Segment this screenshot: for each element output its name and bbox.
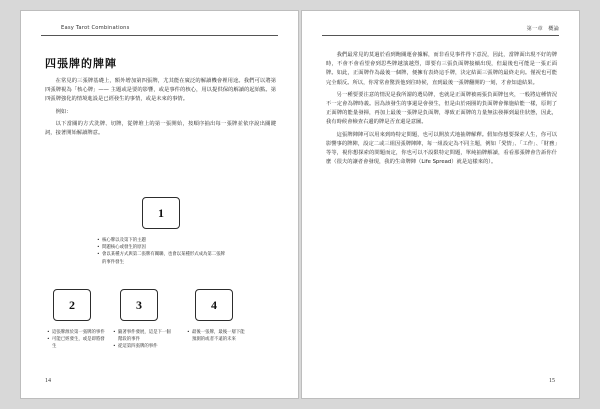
note-item: • 從這第四張牌的事件 [113, 343, 175, 350]
card-3-number: 3 [136, 298, 142, 312]
note-item: • 問題核心或發生的原因 [97, 244, 227, 251]
header-rule-right [322, 35, 559, 36]
note-item: • 這張牌源於第一張牌的事件 [47, 329, 109, 336]
note-item: • 最後一張牌，最後一層下能預測的或者不遠的未來 [187, 329, 249, 343]
left-page [20, 10, 299, 399]
page-number-right: 15 [549, 378, 555, 384]
header-rule-left [41, 35, 278, 36]
right-body-text [326, 51, 557, 170]
right-page [301, 10, 580, 399]
paragraph: 例如： [55, 108, 72, 115]
note-item: • 可能已經發生，或是即將發生 [47, 336, 109, 350]
card-2-number: 2 [69, 298, 75, 312]
card-3-notes [113, 329, 175, 351]
card-4-notes [187, 329, 249, 343]
card-4-number: 4 [211, 298, 217, 312]
card-2-notes [47, 329, 109, 351]
running-head-right: 第一章 概論 [526, 26, 559, 32]
note-item: • 會以某種方式與第二張牌有關聯，也會以某種形式成為第二張牌的事件發生 [97, 251, 227, 265]
paragraph: 以下當關的方式洗牌、切牌，從牌堆上的第一張開始，按順序抽出每一張牌並依序說出關鍵詞，接著開始解讀牌意。 [45, 120, 276, 137]
left-body-text [45, 77, 276, 141]
paragraph: 另一種要要注意的情況是我所謂的選局牌，也就是正面牌被兩張負面牌包夾，一般將這種情況不一定會為牌時義。因為該發生的事還是會發生，但是由於兩圈的負面牌會像施給能一樣，原則了正面牌的能量發揮，再加上最後一張牌是負面牌，導致正面牌的力量無法發揮到最佳狀態，因此，我有時候會檢查右邊的牌是否直還是意圖。 [326, 91, 557, 126]
card-1-notes [97, 237, 227, 266]
page-title: 四張牌的牌陣 [45, 57, 117, 70]
running-head-left: Easy Tarot Combinations [61, 25, 130, 31]
card-4 [195, 289, 233, 321]
card-3 [120, 289, 158, 321]
paragraph: 在常見的三張牌基礎上，額外增加第四張牌，尤其能在廣泛的解讀機會裡用途。我們可以將第四張牌視為「核心牌」—— 主題或是要的影響，或是事件的核心，用以提供保的解讀的起始點。第四張牌強化的情境進設是已經發生的事情，或是未來的事情。 [45, 78, 276, 103]
paragraph: 這張牌陣陣可以用來到時特定問題，也可以開放式地抽牌解釋。假如你想要探索人生，你可以影響事的牌陣，設定二或三組因張牌陣陣，每一組設定為不同主題，例如「愛情」、「工作」、「財務」等等，視你想探索的問題而定，你也可以不設限特定問題，單純抽牌解讀，看看那張牌會告訴你什麼（很夫的讓者會發現，我的生命牌陣（Life Spread）就是這樣來的）。 [326, 131, 557, 166]
paragraph: 我們最常見的莫過於看到飽關運會據解，而非看見事件得下意況，因此，當牌面出現不好的牌時，不會不會看望會到思些牌越演越烈，即要有三張負面牌接續出現，但最後也可能是一張正面牌。如此，正面牌作為最後一個牌，便擁有表終這手牌，決定結面三張牌的最終走向。僅祝也可能完全顛反。所以，你常常會驚異他到往時候，直到最後一張牌翻開的一刻，才會知道結果。 [326, 52, 557, 86]
card-2 [53, 289, 91, 321]
four-card-spread-diagram [45, 197, 276, 373]
note-item: • 隨著事件發展，這是下一個階段的事件 [113, 329, 175, 343]
card-1-number: 1 [158, 206, 164, 220]
note-item: • 核心牌以及第下的主題 [97, 237, 227, 244]
card-1 [142, 197, 180, 229]
page-number-left: 14 [45, 378, 51, 384]
